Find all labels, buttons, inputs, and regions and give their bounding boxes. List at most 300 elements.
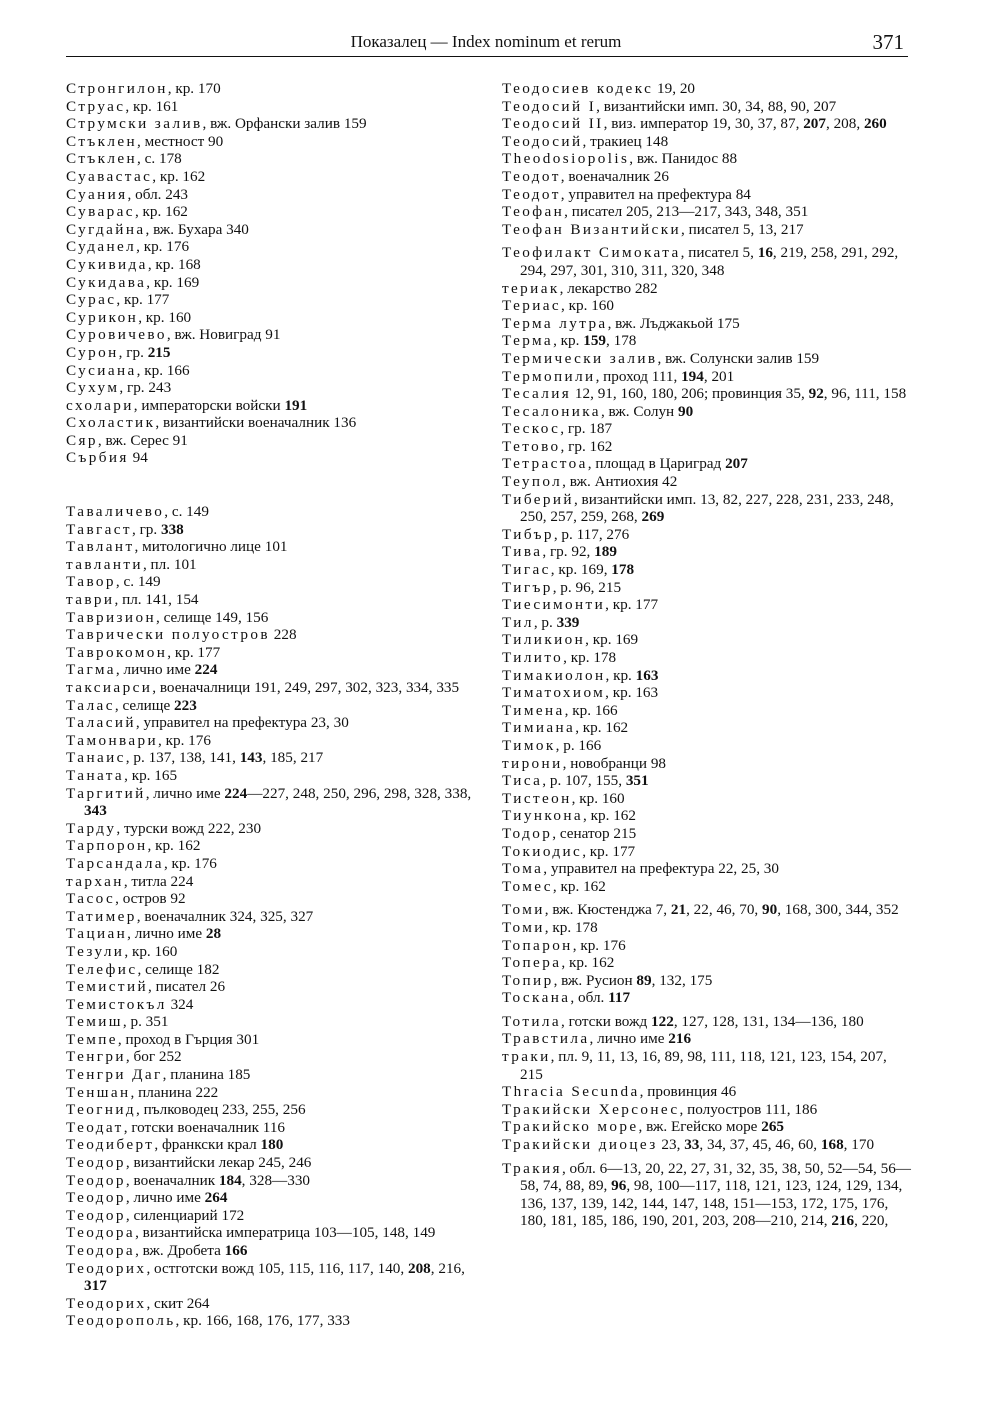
index-term: Тесалия [502,385,572,403]
index-refs: , гр. 162 [560,437,613,455]
index-entry [502,1030,912,1048]
index-term: Сухум [66,379,120,397]
index-refs: , с. 149 [115,573,161,591]
index-refs: , византийски военачалник 136 [155,414,357,432]
index-entry [502,491,912,526]
index-refs: , писател 205, 213—217, 343, 348, 351 [564,203,809,221]
index-refs: , 170 [843,1136,875,1154]
index-refs: , р. 107, 155, [542,772,626,790]
index-term: Стъклен [66,132,138,150]
index-entry [502,579,912,597]
index-refs: , виз. император 19, 30, 37, 87, [603,115,804,133]
index-ref-main: 216 [668,1030,692,1048]
index-refs: , кр. 160 [571,789,625,807]
index-term: териак [502,279,560,297]
index-refs: , провинция 46 [639,1083,737,1101]
index-entry [66,1066,482,1084]
index-entry [502,972,912,990]
index-entry [66,890,482,908]
index-term: Сугдайна [66,220,146,238]
index-ref-main: 21 [670,901,687,919]
index-term: Топир [502,971,554,989]
index-entry [502,98,912,116]
index-term: Тарсандала [66,854,164,872]
index-entry [66,221,482,239]
index-refs: , 328—330 [241,1171,311,1189]
section-gap [66,467,482,503]
index-ref-main: 265 [761,1118,784,1136]
index-refs: , вж. Лъджакьой 175 [607,314,740,332]
index-entry [502,332,912,350]
index-refs: , планина 185 [162,1066,251,1084]
index-term: Тиматохиом [502,684,606,702]
index-term: Термически залив [502,349,658,367]
index-ref-main: 143 [239,749,263,767]
index-term: Тагма [66,661,116,679]
index-refs: , митологично лице 101 [134,538,288,556]
index-refs: , селище [114,696,175,714]
index-ref-main: 96 [611,1177,627,1195]
index-term: Телефис [66,960,138,978]
index-refs: , с. 149 [164,503,209,521]
index-term: Тесалоника [502,402,601,420]
index-refs: , кр. 160 [561,297,614,315]
index-refs: , кр. 169 [585,631,639,649]
index-entry [502,702,912,720]
index-term: Таврически полуостров [66,626,270,644]
index-term: Тилито [502,649,564,666]
index-refs: , управител на префектура 23, 30 [135,714,349,732]
index-term: Теншан [66,1083,131,1101]
index-ref-main: 223 [174,696,197,714]
index-term: Теодосий [502,132,583,150]
index-entry [66,714,482,732]
index-entry [66,1048,482,1066]
index-entry [66,697,482,715]
index-ref-main: 117 [608,989,631,1007]
index-term: Томи [502,901,545,919]
index-entry [66,556,482,574]
index-entry [502,631,912,649]
index-refs: , 208, [825,115,864,133]
index-ref-main: 163 [635,666,659,684]
index-refs: , титла 224 [123,872,194,890]
index-refs: , военачалник [125,1171,219,1189]
index-entry [502,684,912,702]
index-refs: , франкски крал [154,1136,261,1154]
index-refs: , 168, 300, 344, 352 [777,901,899,919]
index-entry [66,115,482,133]
index-refs: , кр. 160 [138,308,192,326]
index-term: Тоскана [502,989,571,1007]
index-ref-main: 317 [84,1277,107,1295]
index-entry [502,150,912,168]
index-refs: , готски вожд [561,1012,652,1030]
index-ref-main: 122 [651,1012,674,1030]
index-entry [502,280,912,298]
index-ref-main: 16 [757,244,773,262]
index-refs: 324 [166,995,194,1013]
index-refs: , военачалници 191, 249, 297, 302, 323, 334, 335 [152,679,460,696]
index-term: Суданел [66,238,137,256]
index-refs: , кр. 162 [575,719,629,737]
index-term: Танаис [66,749,126,767]
index-term: Тома [502,860,544,878]
index-term: Теодот [502,185,561,203]
index-ref-main: 90 [677,402,694,420]
index-entry [66,1207,482,1225]
index-term: Теофилакт Симоката [502,244,681,262]
index-entry [66,873,482,891]
index-refs: , тракиец 148 [582,132,669,150]
index-term: Тива [502,543,543,561]
index-entry [66,326,482,344]
index-refs: , р. 351 [122,1013,169,1031]
index-entry [66,609,482,627]
index-refs: , кр. 166, 168, 176, 177, 333 [175,1312,350,1330]
index-term: Темпе [66,1030,118,1048]
index-refs: , вж. Серес 91 [97,431,188,449]
index-ref-main: 92 [808,385,824,403]
index-term: Терма лутра [502,314,608,332]
index-ref-main: 216 [831,1212,855,1230]
index-term: Теодосий I [502,97,597,115]
index-entry [66,943,482,961]
index-term: Сурон [66,343,119,361]
index-refs: , кр. 178 [544,918,598,936]
index-term: Теодора [66,1242,136,1259]
index-ref-main: 166 [224,1242,248,1259]
index-term: Суровичево [66,326,167,344]
index-entry [66,432,482,450]
index-entry [502,737,912,755]
index-term: Теупол [502,473,563,491]
index-entry [502,244,912,279]
index-refs: , кр. 176 [136,238,190,256]
index-refs: , византийски имп. 13, 82, 227, 228, 231, 233, 248, 250, 257, 259, 268, [520,490,894,526]
index-entry [66,168,482,186]
index-refs: , 220, [854,1212,889,1230]
index-refs: , вж. Русион [553,971,637,989]
index-refs: , пълководец 233, 255, 256 [136,1101,306,1119]
index-refs: , полуостров 111, 186 [679,1100,818,1118]
index-entry [66,908,482,926]
index-term: Тенгри [66,1048,126,1066]
index-refs: , лично име [127,925,206,943]
index-entry [502,954,912,972]
index-refs: , р. 137, 138, 141, [125,749,240,767]
index-entry [66,344,482,362]
index-term: Тетово [502,437,561,455]
index-ref-main: 89 [636,971,652,989]
index-term: Теодора [66,1224,136,1242]
index-ref-main: 180 [260,1136,284,1154]
index-term: Сукивида [66,255,148,273]
header-title: Показалец — Index nominum et rerum [350,32,622,51]
index-ref-main: 207 [803,115,826,133]
index-refs: , кр. 162 [561,954,615,972]
index-term: Тавгаст [66,520,132,538]
index-refs: , управител на префектура 84 [560,185,751,203]
index-ref-main: 184 [218,1171,242,1189]
index-ref-main: 343 [84,802,107,820]
index-entry [66,291,482,309]
index-entry [66,150,482,168]
index-entry [502,719,912,737]
index-entry [502,438,912,456]
index-term: Теофан Византийски [502,220,682,238]
index-term: Теогнид [66,1101,137,1119]
index-ref-main: 178 [611,561,635,579]
index-term: тархан [66,872,124,890]
index-refs: , местност 90 [137,132,224,150]
index-refs: , 216, [430,1259,465,1277]
index-entry [502,420,912,438]
index-ref-main: 339 [556,613,580,631]
index-refs: , писател 5, 13, 217 [681,220,804,238]
index-term: Тавор [66,573,116,591]
index-term: Тимок [502,736,556,754]
index-refs: , проход 111, [595,367,682,385]
index-refs: , гр. 243 [119,379,172,397]
index-term: Теодат [66,1118,124,1136]
index-refs: , кр. [553,332,584,350]
index-term: Теодорих [66,1259,147,1277]
index-entry [502,203,912,221]
index-term: Топарон [502,936,573,954]
index-refs: , императорски войски [133,396,285,414]
index-term: Тимакиолон [502,666,606,684]
index-refs: , 96, 111, 158 [823,385,907,403]
index-entry [66,203,482,221]
index-refs: , лично име [589,1030,669,1048]
index-refs: , пл. 9, 11, 13, 16, 89, 98, 111, 118, 121, 123, 154, 207, 215 [520,1048,887,1083]
index-entry [66,785,482,820]
index-entry [66,521,482,539]
index-entry [502,168,912,186]
index-refs: , кр. 177 [582,842,636,860]
index-refs: , кр. [605,666,636,684]
index-refs: , готски военачалник 116 [123,1118,286,1136]
index-refs: , пл. 101 [142,555,197,573]
index-term: Сурикон [66,308,139,326]
index-term: Сурас [66,291,117,309]
index-term: Темистокъл [66,995,167,1013]
index-entry [66,1013,482,1031]
index-term: Теодор [66,1154,126,1172]
index-refs: , р. 166 [555,736,602,754]
index-entry [502,526,912,544]
index-ref-main: 207 [725,455,748,473]
index-term: Тотила [502,1012,562,1030]
index-refs: , военачалник 324, 325, 327 [136,907,314,925]
index-term: Тиесимонти [502,596,606,614]
index-entry [66,661,482,679]
index-entry [66,414,482,432]
index-refs: , пл. 141, 154 [114,591,199,609]
index-refs: , кр. 166 [136,361,190,379]
index-entry [66,133,482,151]
index-term: Струмски залив [66,115,203,133]
index-refs: , кр. 162 [583,807,636,825]
index-ref-main: 351 [625,772,649,790]
index-entry [66,1295,482,1313]
index-ref-main: 191 [284,396,308,414]
index-refs: , гр. [118,343,148,361]
index-ref-main: 208 [407,1259,431,1277]
index-entry [66,256,482,274]
index-term: Теодосиев кодекс [502,80,654,97]
index-term: Стронгилон [66,80,168,97]
index-refs: , вж. Солун [600,402,678,420]
index-entry [66,1189,482,1207]
index-entry [66,837,482,855]
index-term: Термопили [502,367,596,385]
index-term: Тиункона [502,807,584,825]
index-entry [66,644,482,662]
index-entry [66,591,482,609]
index-term: Теодорополь [66,1312,176,1330]
index-term: Таваличево [66,503,165,521]
index-entry [502,772,912,790]
index-term: Тимена [502,701,565,719]
running-header [66,30,906,56]
header-rule [66,56,908,57]
index-refs: , остров 92 [115,890,186,908]
index-term: Сяр [66,431,98,449]
index-entry [502,221,912,239]
index-term: Струас [66,97,126,115]
index-entry [502,649,912,667]
index-entry [502,1101,912,1119]
index-term: таксиарси [66,679,153,696]
index-entry [66,978,482,996]
index-refs: , писател 26 [148,978,226,996]
index-ref-main: 338 [160,520,184,538]
index-refs: , византийски имп. 30, 34, 88, 90, 207 [596,97,837,115]
index-refs: , кр. 162 [552,877,606,895]
index-entry [502,368,912,386]
index-term: Тенгри Даг [66,1066,163,1084]
index-refs: , обл. 6—13, 20, 22, 27, 31, 32, 35, 38, 50, 52—54, 56—58, 74, 88, 89, [520,1159,911,1195]
index-term: Таласий [66,714,136,732]
index-entry [66,961,482,979]
index-term: Суания [66,185,128,203]
index-term: Тамонвари [66,731,159,749]
index-term: Теодосий II [502,115,604,133]
index-term: схолари [66,396,134,414]
index-entry [66,1260,482,1295]
index-refs: , площад в Цариград [587,455,726,473]
index-entry [66,379,482,397]
index-refs: , 185, 217 [262,749,324,767]
index-term: Токиодис [502,842,583,860]
index-refs: , новобранци 98 [562,754,667,772]
index-term: Сукидава [66,273,147,291]
index-refs: , лично име [125,1189,205,1207]
index-term: Тракия [502,1159,562,1177]
index-term: Тиликион [502,631,586,649]
index-refs: , р. 117, 276 [553,525,630,543]
index-refs: , остготски вожд 105, 115, 116, 117, 140, [146,1259,408,1277]
index-entry [502,350,912,368]
index-refs: , гр. [131,520,161,538]
index-term: Травстила [502,1030,590,1048]
index-refs: , вж. Панидос 88 [629,150,738,168]
index-refs: , византийски лекар 245, 246 [125,1154,312,1172]
index-ref-main: 90 [762,901,778,919]
index-term: Томи [502,918,545,936]
index-entry [66,538,482,556]
index-refs: , р. 96, 215 [552,578,622,596]
index-entry [66,573,482,591]
index-refs: , вж. Бухара 340 [145,220,249,238]
index-ref-main: 269 [641,508,665,526]
index-term: Теодор [66,1206,126,1224]
index-entry [66,238,482,256]
index-refs: , кр. 178 [563,649,617,666]
index-term: Тимиана [502,719,576,737]
index-entry [502,1048,912,1083]
index-refs: , лекарство 282 [559,279,658,297]
index-entry [66,626,482,644]
index-entry [502,790,912,808]
index-entry [66,503,482,521]
index-refs: , 201 [703,367,735,385]
index-entry [66,397,482,415]
index-refs: , кр. 166 [564,701,618,719]
index-entry [502,614,912,632]
index-entry [502,455,912,473]
index-refs: , гр. 187 [560,420,613,438]
index-term: Темиш [66,1013,123,1031]
index-refs: , с. 178 [137,150,182,168]
index-refs: , кр. 162 [134,203,188,221]
index-entry [66,309,482,327]
index-refs: 19, 20 [653,80,696,97]
index-entry [502,315,912,333]
index-entry [66,996,482,1014]
index-entry [66,1084,482,1102]
index-refs: , кр. 168 [147,255,201,273]
index-entry [502,543,912,561]
index-term: Талас [66,696,115,714]
index-term: Тарпорон [66,837,148,855]
index-term: Суавастас [66,167,153,185]
index-entry [66,80,482,98]
index-refs: , кр. 177 [116,291,170,309]
index-refs: , обл. [570,989,609,1007]
index-entry [66,186,482,204]
index-refs: , 132, 175 [651,971,713,989]
index-entry [502,1136,912,1154]
index-refs: , лично име [115,661,195,679]
index-column-right [502,80,912,1230]
index-entry [502,843,912,861]
index-term: Теодор [66,1189,126,1207]
index-refs: , кр. 170 [167,80,221,97]
index-term: Тракийски диоцез [502,1136,658,1154]
index-ref-main: 264 [204,1189,228,1207]
index-refs: , кр. 176 [158,731,211,749]
index-entry [502,186,912,204]
index-column-left [66,80,482,1330]
index-entry [502,403,912,421]
index-entry [66,1101,482,1119]
index-entry [502,878,912,896]
index-refs: , р. [533,613,557,631]
index-term: Теодорих [66,1294,147,1312]
